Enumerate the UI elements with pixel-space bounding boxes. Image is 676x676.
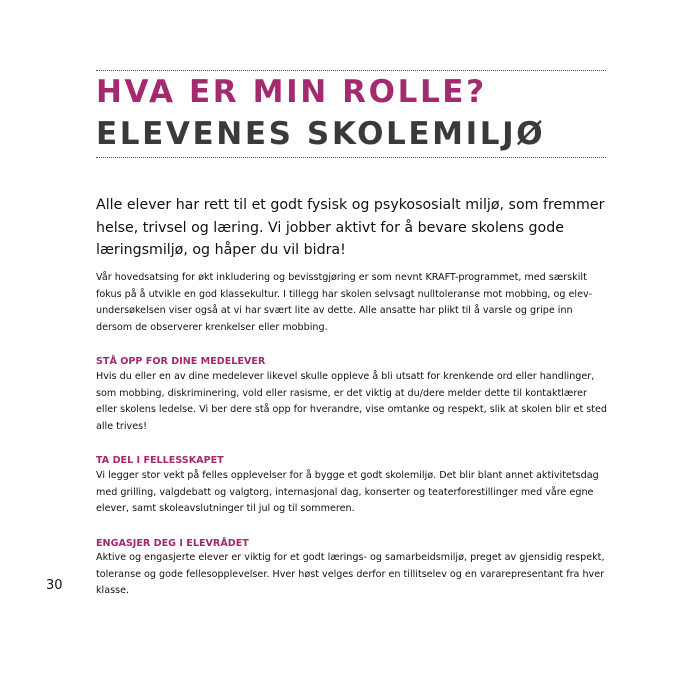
top-dotted-rule: [96, 70, 606, 71]
section-heading: ENGASJER DEG I ELEVRÅDET: [96, 538, 249, 549]
page-title: HVA ER MIN ROLLE?: [96, 74, 487, 110]
section-text: Vi legger stor vekt på felles opplevelser for å bygge et godt skolemiljø. Det blir blant annet aktivitetsdag med grilling, valgdebatt og valgtorg, internasjonal dag, konserter og teaterforestillinger med våre egne elever, samt skoleavslutninger til jul og til sommeren.: [96, 470, 599, 514]
section-heading: TA DEL I FELLESSKAPET: [96, 455, 224, 466]
section-text: Aktive og engasjerte elever er viktig for et godt lærings- og samarbeidsmiljø, preget av gjensidig respekt, toleranse og gode fellesopplevelser. Hver høst velges derfor en tillitselev og en vararepresentant fra hver klasse.: [96, 552, 605, 596]
lead-paragraph: Alle elever har rett til et godt fysisk og psykososialt miljø, som fremmer helse, trivsel og læring. Vi jobber aktivt for å bevare skolens gode læringsmiljø, og håper du vil bidra!: [96, 197, 605, 258]
page-number: 30: [46, 578, 63, 593]
bottom-dotted-rule: [96, 157, 606, 158]
intro-paragraph: Vår hovedsatsing for økt inkludering og bevisstgjøring er som nevnt KRAFT-programmet, med særskilt fokus på å utvikle en god klassekultur. I tillegg har skolen selvsagt nulltoleranse mot mobbing, og elevundersøkelsen viser også at vi har svært lite av dette. Alle ansatte har plikt til å varsle og gripe inn dersom de observerer krenkelser eller mobbing.: [96, 272, 593, 333]
section-heading: STÅ OPP FOR DINE MEDELEVER: [96, 356, 266, 367]
page-subtitle: ELEVENES SKOLEMILJØ: [96, 116, 546, 152]
section-text: Hvis du eller en av dine medelever likevel skulle oppleve å bli utsatt for krenkende ord eller handlinger, som mobbing, diskriminering, vold eller rasisme, er det viktig at du/dere melder dette til kontaktlærer eller skolens ledelse. Vi ber dere stå opp for hverandre, vise omtanke og respekt, slik at skolen blir et sted alle trives!: [96, 371, 608, 432]
